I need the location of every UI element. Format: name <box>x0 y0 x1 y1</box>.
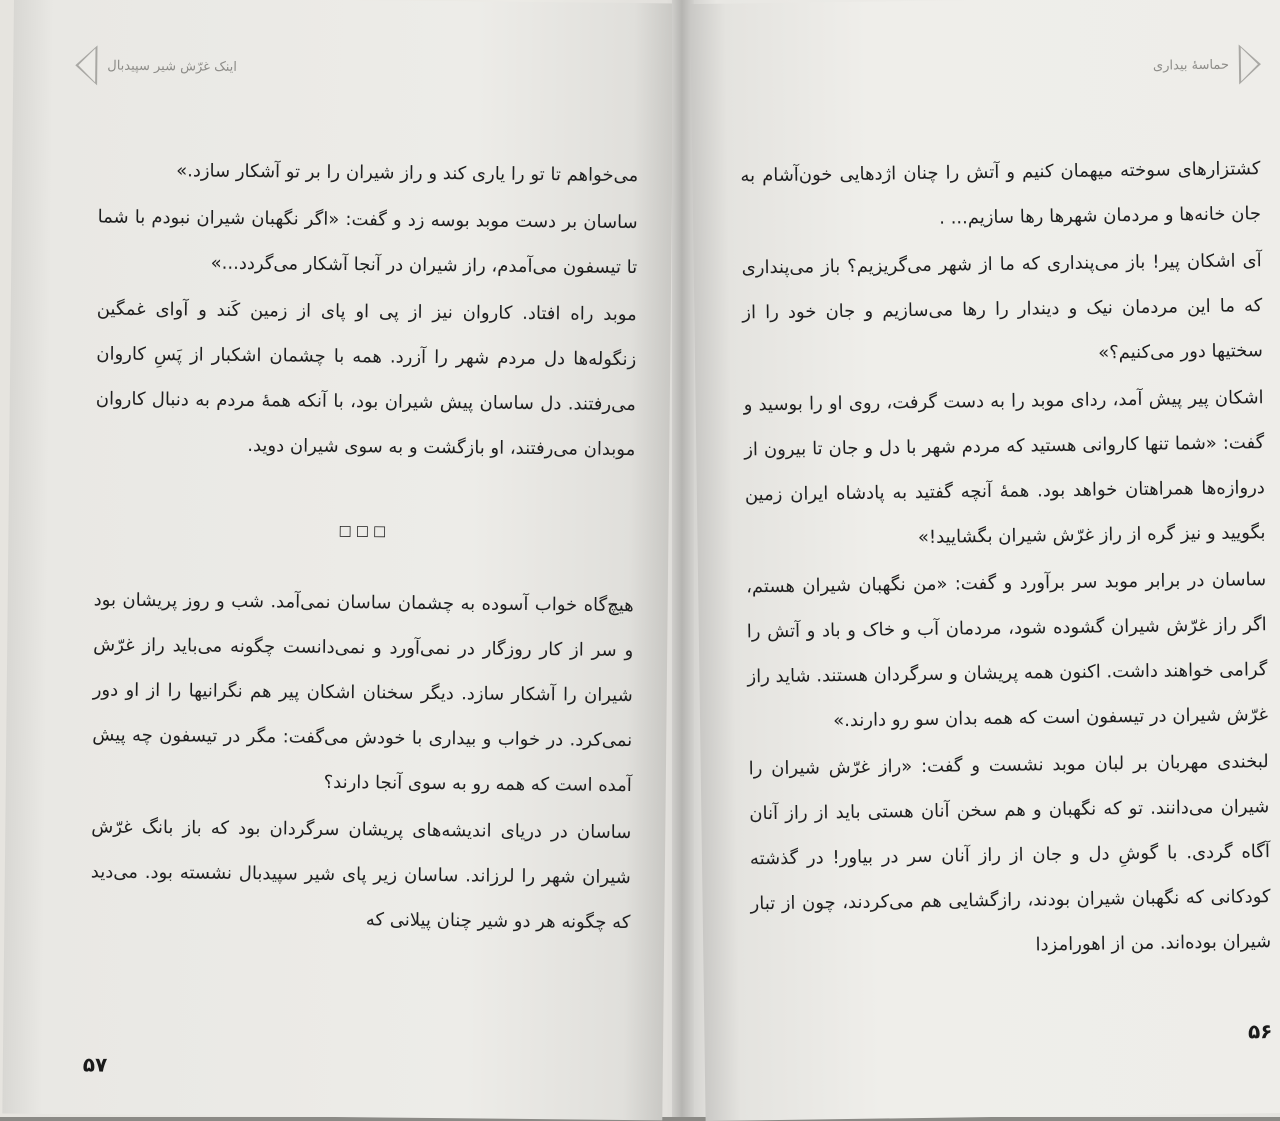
left-page <box>2 0 674 1120</box>
right-page-number: ۵۶ <box>1247 1019 1273 1044</box>
paragraph: ساسان در برابر موبد سر برآورد و گفت: «من نگهبان شیران هستم، اگر راز غرّش شیران گشوده شود، مردمان آب و خاک و باد و آتش را گرامی خواهند داشت. اکنون همه پریشان و سرگردان هستند. شاید راز غرّش شیران در تیسفون است که همه بدان سو رو دارند.» <box>746 569 1269 732</box>
right-page-header <box>1153 44 1261 86</box>
triangle-ornament-icon <box>75 45 97 85</box>
left-page-header <box>75 45 237 87</box>
left-header-title: اینک غرّش شیر سپیدبال <box>107 58 237 75</box>
paragraph: لبخندی مهربان بر لبان موبد نشست و گفت: «راز غرّش شیران را شیران می‌دانند. تو که نگهبان و هم سخن آنان هستی باید از راز آنان آگاه گردی. با گوشِ دل و جان از راز آنان سر در بیاور! در گذشته کودکانی که نگهبان شیران بودند، رازگشایی هم می‌کردند، چون از تبار شیران بوده‌اند. من از اهورامزدا <box>748 751 1272 956</box>
paragraph: ساسان در دریای اندیشه‌های پریشان سرگردان بود که باز بانگ غرّش شیران شهر را لرزاند. ساسان زیر پای شیر سپیدبال نشسته بود. می‌دید که چگونه هر دو شیر چنان پیلانی که <box>90 816 632 934</box>
right-page-body <box>740 146 1271 971</box>
paragraph: هیچ‌گاه خواب آسوده به چشمان ساسان نمی‌آمد. شب و روز پریشان بود و سر از کار روزگار در نمی‌آورد و نمی‌دانست چگونه می‌باید راز غرّش شیران را آشکار سازد. دیگر سخنان اشکان پیر هم نگرانیها را از او دور نمی‌کرد. در خواب و بیداری با خودش می‌گفت: مگر در تیسفون چه پیش آمده است که همه رو به سوی آنجا دارند؟ <box>92 589 634 797</box>
paragraph: کشتزارهای سوخته میهمان کنیم و آتش را چنان اژدهایی خون‌آشام به جان خانه‌ها و مردمان شهرها رها سازیم... . <box>740 158 1262 229</box>
book-gutter <box>672 0 694 1117</box>
left-page-number: ۵۷ <box>82 1052 108 1077</box>
left-page-body <box>90 147 638 945</box>
section-divider: □□□ <box>338 522 391 540</box>
paragraph: می‌خواهم تا تو را یاری کند و راز شیران را بر تو آشکار سازد.» <box>176 160 639 187</box>
triangle-ornament-icon <box>1239 44 1262 84</box>
right-header-title: حماسهٔ بیداری <box>1152 57 1230 74</box>
paragraph: اشکان پیر پیش آمد، ردای موبد را به دست گرفت، روی او را بوسید و گفت: «شما تنها کاروانی هستید که مردم شهر با دل و جان تا بیرون از دروازه‌ها همراهتان خواهد بود. همهٔ آنچه گفتید به پادشاه ایران زمین بگویید و نیز گره از راز غرّش شیران بگشایید!» <box>743 387 1266 548</box>
right-page <box>690 0 1280 1121</box>
paragraph: آی اشکان پیر! باز می‌پنداری که ما از شهر می‌گریزیم؟ باز می‌پنداری که ما این مردمان نیک و دیندار را رها می‌سازیم و جان خود را از سختیها دور می‌کنیم؟» <box>741 250 1264 364</box>
paragraph: موبد راه افتاد. کاروان نیز از پی او پای از زمین کَند و آوای غمگین زنگوله‌ها دل مردم شهر را آزرد. همه با چشمان اشکبار از پَسِ کاروان می‌رفتند. دل ساسان پیش شیران بود، با آنکه همهٔ مردم به دنبال کاروان موبدان می‌رفتند، او بازگشت و به سوی شیران دوید. <box>95 298 637 461</box>
paragraph: ساسان بر دست موبد بوسه زد و گفت: «اگر نگهبان شیران نبودم با شما تا تیسفون می‌آمدم، راز شیران در آنجا آشکار می‌گردد...» <box>97 206 638 279</box>
